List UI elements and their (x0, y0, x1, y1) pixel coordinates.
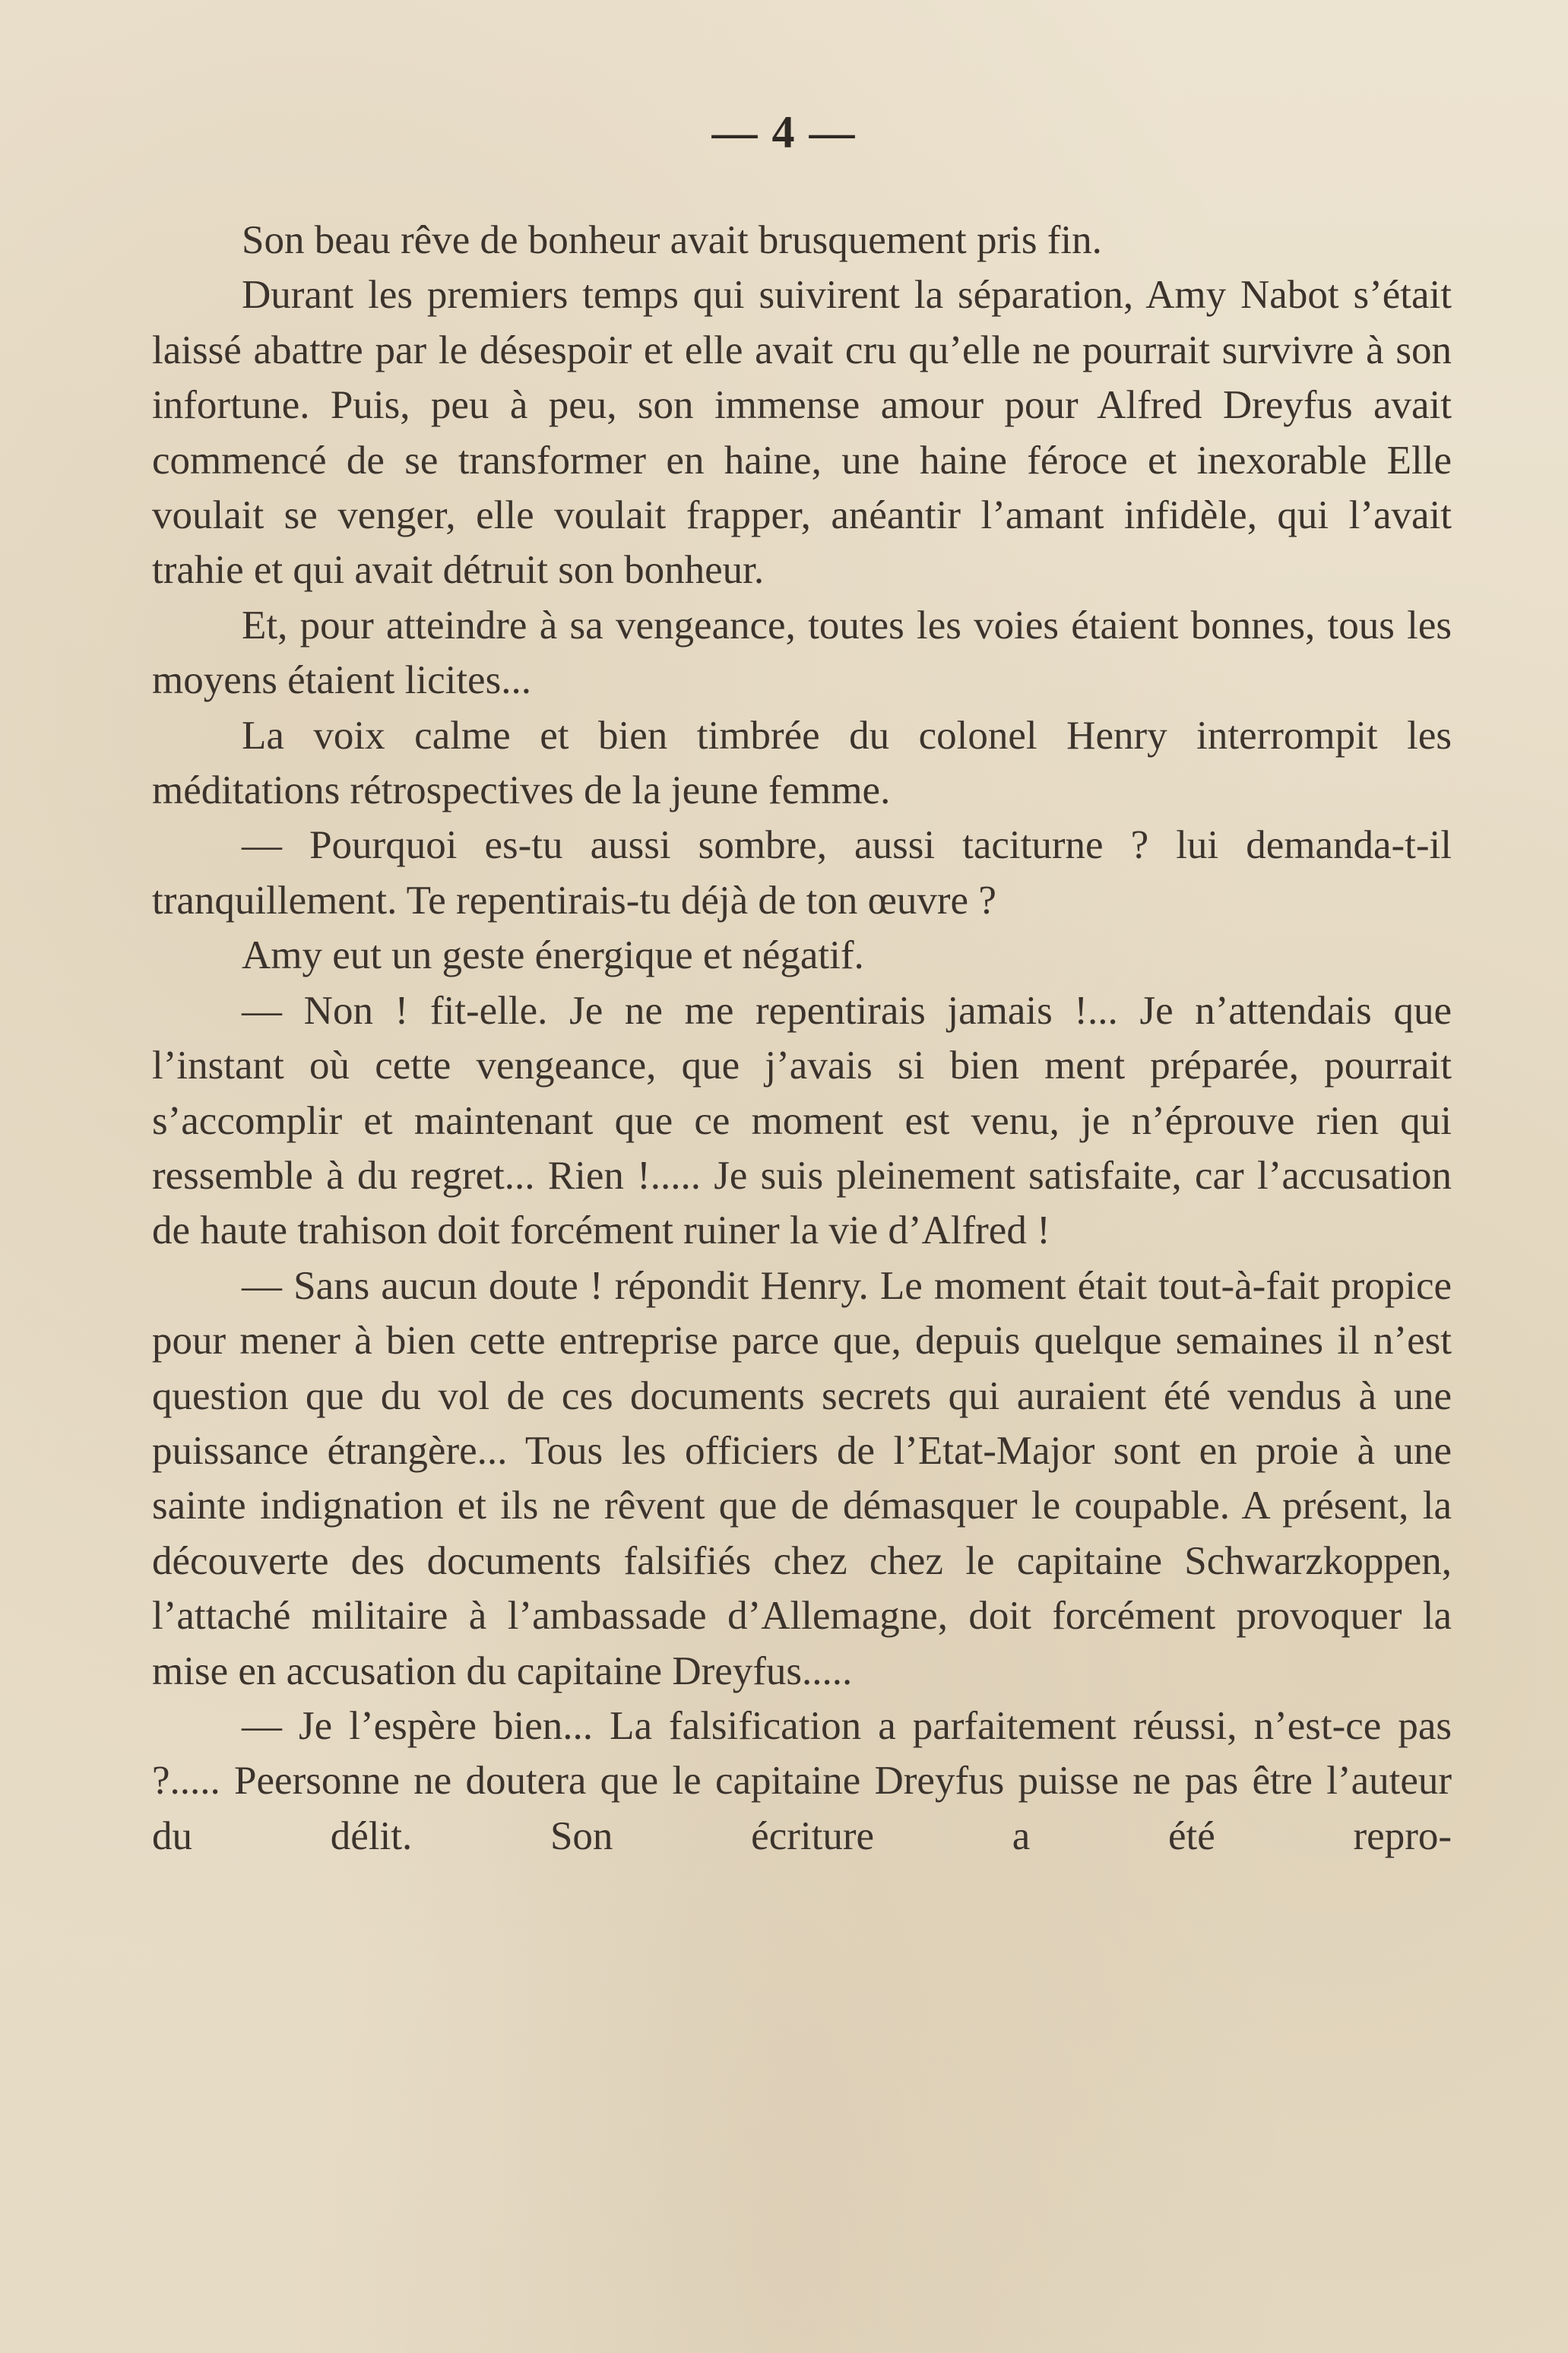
paragraph-1: Son beau rêve de bonheur avait brusquement pris fin. (242, 218, 1102, 262)
paragraph-2: Durant les premiers temps qui suivirent la séparation, Amy Nabot s’était laissé abattre par le désespoir et elle avait cru qu’elle ne pourrait survivre à son infortune. Puis, peu à peu, son immense amour pour Alfred Dreyfus avait commencé de se transformer en haine, une haine féroce et inexorable Elle voulait se venger, elle voulait frapper, anéantir l’amant infidèle, qui l’avait trahie et qui avait détruit son bonheur. (152, 273, 1452, 593)
paragraph-7: — Non ! fit-elle. Je ne me repentirais jamais !... Je n’attendais que l’instant où cette vengeance, que j’avais si bien ment préparée, pourrait s’accomplir et maintenant que ce moment est venu, je n’éprouve rien qui ressemble à du regret... Rien !..... Je suis pleinement satisfaite, car l’accusation de haute trahison doit forcément ruiner la vie d’Alfred ! (152, 988, 1452, 1253)
paragraph-8: — Sans aucun doute ! répondit Henry. Le moment était tout-à-fait propice pour mener à bien cette entreprise parce que, depuis quelque semaines il n’est question que du vol de ces documents secrets qui auraient été vendus à une puissance étrangère... Tous les officiers de l’Etat-Major sont en proie à une sainte indignation et ils ne rêvent que de démasquer le coupable. A présent, la découverte des documents falsifiés chez chez le capitaine Schwarzkoppen, l’attaché militaire à l’ambassade d’Allemagne, doit forcément provoquer la mise en accusation du capitaine Dreyfus..... (152, 1263, 1452, 1693)
paragraph-3: Et, pour atteindre à sa vengeance, toutes les voies étaient bonnes, tous les moyens étaient licites... (152, 603, 1452, 703)
page-number: — 4 — (711, 107, 857, 157)
body-text (152, 213, 1452, 1864)
paragraph-6: Amy eut un geste énergique et négatif. (242, 933, 864, 978)
paragraph-5: — Pourquoi es-tu aussi sombre, aussi taciturne ? lui demanda-t-il tranquillement. Te repentirais-tu déjà de ton œuvre ? (152, 823, 1452, 923)
paragraph-4: La voix calme et bien timbrée du colonel Henry interrompit les méditations rétrospectives de la jeune femme. (152, 713, 1452, 813)
paragraph-9: — Je l’espère bien... La falsification a parfaitement réussi, n’est-ce pas ?..... Peersonne ne doutera que le capitaine Dreyfus puisse ne pas être l’auteur du délit. Son écriture a été repro- (152, 1703, 1452, 1858)
